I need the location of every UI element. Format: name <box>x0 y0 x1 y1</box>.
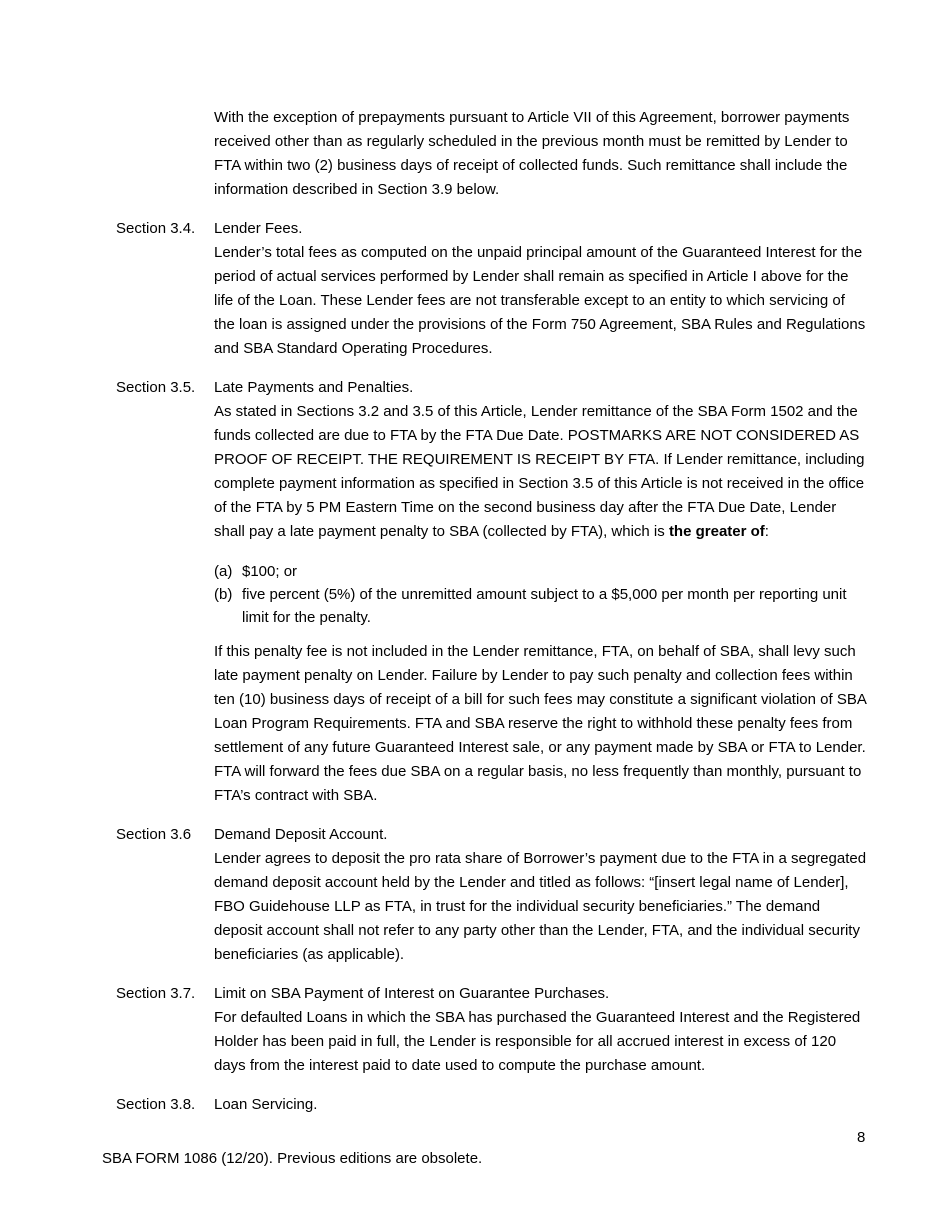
page-number: 8 <box>857 1129 866 1146</box>
section-body <box>214 400 869 544</box>
section-number: Section 3.5. <box>116 379 196 396</box>
body-text: As stated in Sections 3.2 and 3.5 of this Article, Lender remittance of the SBA Form 1502 and the funds collected are due to FTA by the FTA Due Date. POSTMARKS ARE NOT CONSIDERED AS PROOF OF RECEIPT. THE REQUIREMENT IS RECEIPT BY FTA. If Lender remittance, including complete payment information as specified in Section 3.5 of this Article is not received in the office of the FTA by 5 PM Eastern Time on the second business day after the FTA Due Date, Lender shall pay a late payment penalty to SBA (collected by FTA), which is <box>214 403 865 540</box>
list-item-label: (a) <box>214 563 233 580</box>
section-body: Lender agrees to deposit the pro rata share of Borrower’s payment due to the FTA in a segregated demand deposit account held by the Lender and titled as follows: “[insert legal name of Lender], FBO Guidehouse LLP as FTA, in trust for the individual security beneficiaries.” The demand deposit account shall not refer to any party other than the Lender, FTA, and the individual security beneficiaries (as applicable). <box>214 850 867 963</box>
section-body: For defaulted Loans in which the SBA has purchased the Guaranteed Interest and the Registered Holder has been paid in full, the Lender is responsible for all accrued interest in excess of 120 days from the interest paid to date used to compute the purchase amount. <box>214 1009 861 1074</box>
list-item-label: (b) <box>214 586 233 603</box>
list-item-text: five percent (5%) of the unremitted amount subject to a $5,000 per month per reporting unit limit for the penalty. <box>242 586 847 626</box>
section-number: Section 3.8. <box>116 1096 196 1113</box>
intro-paragraph: With the exception of prepayments pursuant to Article VII of this Agreement, borrower payments received other than as regularly scheduled in the previous month must be remitted by Lender to FTA within two (2) business days of receipt of collected funds. Such remittance shall include the information described in Section 3.9 below. <box>214 109 850 198</box>
page-footer: SBA FORM 1086 (12/20). Previous editions are obsolete. <box>102 1150 483 1167</box>
section-body: Lender’s total fees as computed on the unpaid principal amount of the Guaranteed Interest for the period of actual services performed by Lender shall remain as specified in Article I above for the life of the Loan. These Lender fees are not transferable except to an entity to which servicing of the loan is assigned under the provisions of the Form 750 Agreement, SBA Rules and Regulations and SBA Standard Operating Procedures. <box>214 244 866 357</box>
section-heading: Demand Deposit Account. <box>214 826 388 843</box>
section-heading: Late Payments and Penalties. <box>214 379 414 396</box>
list-item <box>214 560 869 583</box>
section-heading: Lender Fees. <box>214 220 303 237</box>
section-heading: Limit on SBA Payment of Interest on Guarantee Purchases. <box>214 985 610 1002</box>
list-item <box>214 583 869 629</box>
section-heading: Loan Servicing. <box>214 1096 318 1113</box>
section-number: Section 3.4. <box>116 220 196 237</box>
list-item-text: $100; or <box>242 563 298 580</box>
bold-emphasis: the greater of <box>668 523 765 540</box>
section-number: Section 3.6 <box>116 826 192 843</box>
section-number: Section 3.7. <box>116 985 196 1002</box>
section-body-continued: If this penalty fee is not included in the Lender remittance, FTA, on behalf of SBA, shall levy such late payment penalty on Lender. Failure by Lender to pay such penalty and collection fees within ten (10) business days of receipt of a bill for such fees may constitute a significant violation of SBA Loan Program Requirements. FTA and SBA reserve the right to withhold these penalty fees from settlement of any future Guaranteed Interest sale, or any payment made by SBA or FTA to Lender. FTA will forward the fees due SBA on a regular basis, no less frequently than monthly, pursuant to FTA’s contract with SBA. <box>214 643 867 804</box>
body-end: : <box>764 523 769 540</box>
